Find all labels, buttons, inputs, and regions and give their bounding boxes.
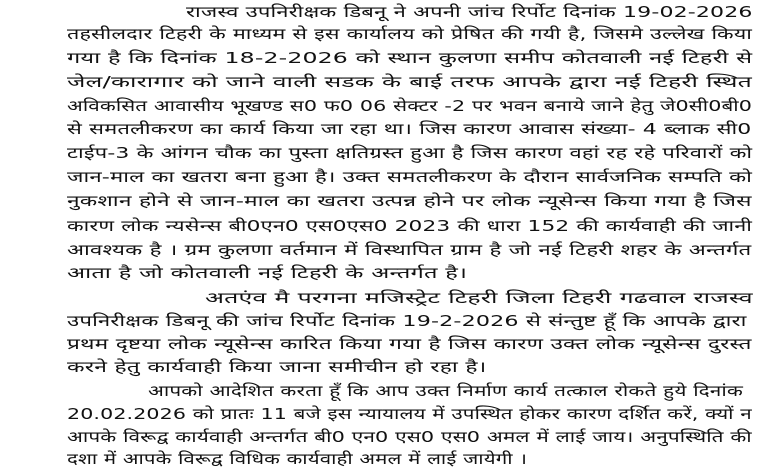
- paragraph-1-line-6: से समतलीकरण का कार्य किया जा रहा था। जिस कारण आवास संख्या- 4 ब्लाक सी0: [67, 120, 752, 138]
- paragraph-1-line-3: गया है कि दिनांक 18-2-2026 को स्थान कुलणा समीप कोतवाली नई टिहरी से: [67, 49, 753, 67]
- paragraph-1-line-11: आवश्यक है । ग्रम कुलणा वर्तमान में विस्थापित ग्राम है जो नई टिहरी शहर के अन्तर्गत: [67, 241, 752, 259]
- paragraph-2-line-3: प्रथम दृष्टया लोक न्यूसेन्स कारित किया गया है जिस कारण उक्त लोक न्यूसेन्स दुरस्त: [67, 335, 752, 353]
- paragraph-1-line-2: तहसीलदार टिहरी के माध्यम से इस कार्यालय को प्रेषित की गयी है, जिसमे उल्लेख किया: [67, 25, 753, 43]
- paragraph-3-line-3: आपके विरूद्व कार्यवाही अन्तर्गत बी0 एन0 एस0 एस0 अमल में लाई जाय। अनुपस्थिति की: [67, 428, 752, 446]
- paragraph-3-line-2: 20.02.2026 को प्रातः 11 बजे इस न्यायालय में उपस्थित होकर कारण दर्शित करें, क्यों न: [67, 405, 752, 423]
- paragraph-3-line-1: आपको आदेशित करता हूँ कि आप उक्त निर्माण कार्य तत्काल रोकते हुये दिनांक: [148, 382, 743, 400]
- paragraph-1-line-12: आता है जो कोतवाली नई टिहरी के अन्तर्गत है।: [67, 264, 468, 282]
- paragraph-3-line-4: दशा में आपके विरूद्व विधिक कार्यवाही अमल में लाई जायेगी ।: [67, 450, 528, 468]
- paragraph-1-line-5: अविकसित आवासीय भूखण्ड स0 फ0 06 सेक्टर -2 पर भवन बनाये जाने हेतु जे0सी0बी0: [67, 97, 753, 115]
- paragraph-1-line-9: नुकशान होने से जान-माल का खतरा उत्पन्न होने पर लोक न्यूसेन्स किया गया है जिस: [67, 192, 752, 210]
- paragraph-1-line-4: जेल/कारागार को जाने वाली सडक के बाई तरफ आपके द्वारा नई टिहरी स्थित: [67, 73, 752, 91]
- paragraph-1-line-7: टाईप-3 के आंगन चौक का पुस्ता क्षतिग्रस्त हुआ है जिस कारण वहां रह रहे परिवारों को: [67, 144, 753, 162]
- paragraph-2-line-4: करने हेतु कार्यवाही किया जाना समीचीन हो रहा है।: [67, 358, 487, 376]
- paragraph-2-line-2: उपनिरीक्षक डिबनू की जांच रिर्पोट दिनांक 19-2-2026 से संन्तुष्ट हूँ कि आपके द्वारा: [67, 312, 747, 330]
- paragraph-1-line-1: राजस्व उपनिरीक्षक डिबनू ने अपनी जांच रिर्पोट दिनांक 19-02-2026: [186, 3, 753, 21]
- paragraph-1-line-8: जान-माल का खतरा बना हुआ है। उक्त समतलीकरण के दौरान सार्वजनिक सम्पति को: [67, 168, 753, 186]
- paragraph-1-line-10: कारण लोक न्यसेन्स बी0एन0 एस0एस0 2023 की धारा 152 की कार्यवाही की जानी: [67, 217, 753, 235]
- paragraph-2-line-1: अतएंव मै परगना मजिस्ट्रेट टिहरी जिला टिहरी गढवाल राजस्व: [205, 289, 753, 307]
